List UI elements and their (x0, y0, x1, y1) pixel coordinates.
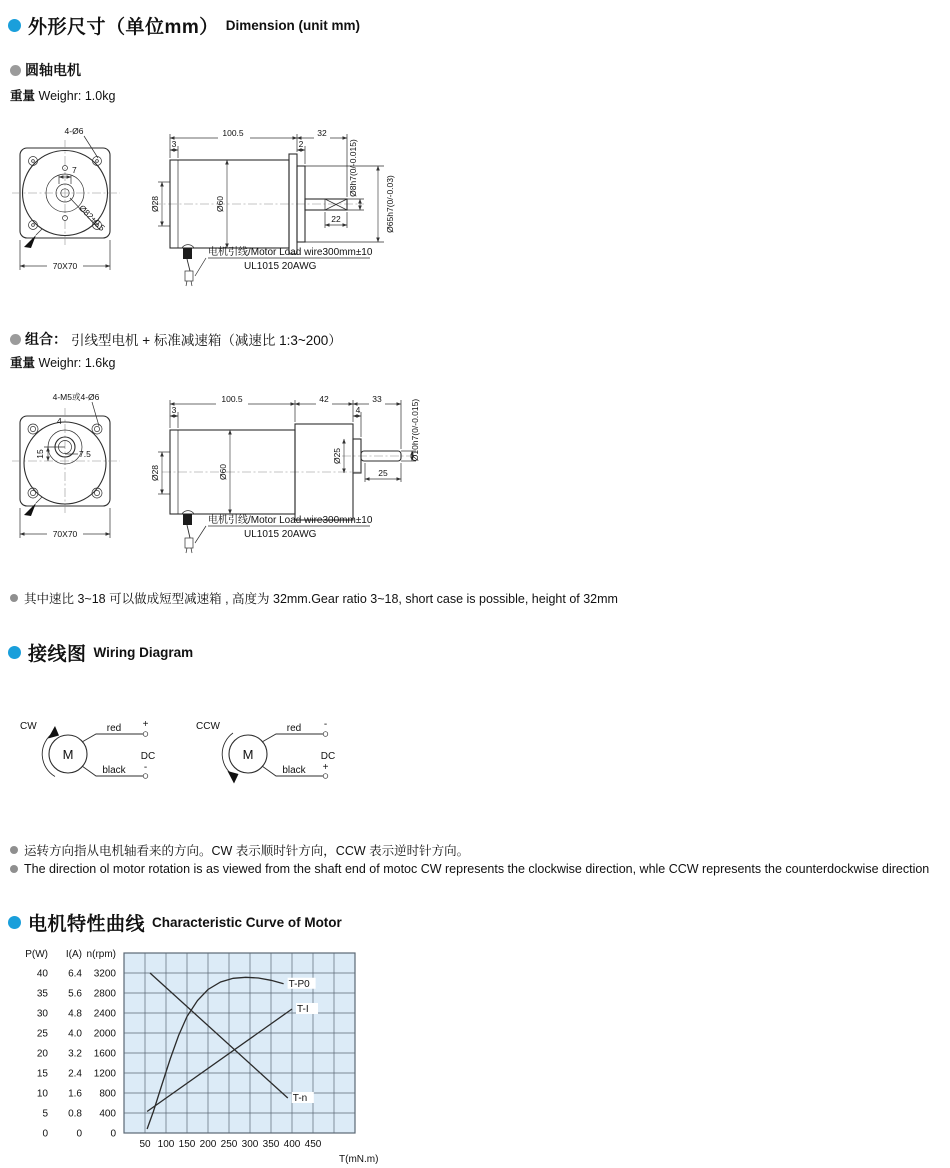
cw-dc-label: DC (140, 751, 156, 762)
y-tick-label: 800 (99, 1088, 116, 1100)
dim-rear-cap-2: 3 (171, 405, 177, 415)
dim-offset-v-2: 15 (35, 449, 45, 459)
curve-title-zh: 电机特性曲线 (28, 914, 146, 935)
wiring-cw (20, 719, 155, 778)
y-tick-label: 0 (110, 1128, 116, 1140)
x-axis-label: T(mN.m) (339, 1154, 379, 1165)
y-tick-label: 3200 (93, 968, 116, 980)
ccw-dc-label: DC (320, 751, 336, 762)
wiring-diagram (8, 698, 358, 798)
subsection-round-shaft-motor (10, 60, 81, 80)
series-label-T-n: T-n (292, 1093, 308, 1104)
y-tick-label: 40 (36, 968, 48, 980)
wire-label-line2-m2: UL1015 20AWG (244, 529, 317, 540)
dim-flat-length-1: 22 (331, 214, 341, 224)
dim-square-2: 70X70 (52, 529, 78, 539)
characteristic-curve-chart (8, 941, 400, 1168)
motor1-front-view (12, 126, 120, 271)
wire-label-line1-m1: 电机引线/Motor Load wire300mm±10 (208, 247, 373, 258)
section-header-wiring (8, 639, 193, 666)
x-tick-label: 350 (262, 1139, 280, 1150)
y-tick-label: 2800 (93, 988, 116, 1000)
dimension-title-zh: 外形尺寸（单位mm） (28, 17, 219, 38)
cw-motor-label: M (62, 747, 74, 762)
y-tick-label: 30 (36, 1008, 48, 1020)
motor2-side-view (150, 394, 420, 553)
dim-boss-step-2: 4 (57, 416, 62, 426)
wire-label-line1-m2: 电机引线/Motor Load wire300mm±10 (208, 515, 373, 526)
note-bullet-icon-2 (10, 846, 18, 854)
y-tick-label: 6.4 (68, 968, 82, 980)
x-tick-label: 450 (304, 1139, 322, 1150)
dim-shaft-dia-1: Ø8h7(0/-0.015) (348, 139, 358, 197)
dim-boss-len-2: 4 (355, 405, 361, 415)
y-tick-label: 4.8 (68, 1008, 82, 1020)
x-tick-label: 50 (139, 1139, 151, 1150)
dim-body-length-2: 100.5 (221, 394, 243, 404)
y-tick-label: 1200 (93, 1068, 116, 1080)
motor2-front-view (12, 392, 120, 539)
ccw-bottom-polarity: + (322, 762, 329, 773)
weight-line-motor1 (10, 86, 115, 104)
gear-ratio-note (10, 589, 618, 607)
y-tick-label: 20 (36, 1048, 48, 1060)
y-tick-label: 15 (36, 1068, 48, 1080)
y-tick-label: 0 (76, 1128, 82, 1140)
drawing-motor-gearbox (12, 390, 442, 560)
dim-shaft-usable-2: 25 (378, 468, 388, 478)
dim-gearbox-length-2: 42 (319, 394, 329, 404)
cw-black-wire-label: black (102, 765, 126, 776)
cw-red-wire-label: red (106, 723, 122, 734)
wire-label-line2-m1: UL1015 20AWG (244, 261, 317, 272)
section-header-curve (8, 909, 342, 936)
dim-shaft-step-1: 7 (72, 165, 77, 175)
ccw-label: CCW (196, 721, 220, 732)
dim-holes-2: 4-M5或4-Ø6 (52, 392, 100, 402)
x-tick-label: 150 (178, 1139, 196, 1150)
note-bullet-icon (10, 594, 18, 602)
y-tick-label: 2000 (93, 1028, 116, 1040)
y-tick-label: 4.0 (68, 1028, 82, 1040)
dim-square-1: 70X70 (52, 261, 78, 271)
dim-pilot-step-1: 2 (298, 139, 304, 149)
rotation-note-en (10, 862, 929, 876)
dim-offset-h-2: 7.5 (79, 449, 91, 459)
series-label-T-P0: T-P0 (288, 978, 310, 990)
gray-bullet-icon-2 (10, 334, 21, 345)
dim-body-length-1: 100.5 (222, 128, 244, 138)
view-arrow-icon (24, 235, 36, 248)
y-tick-label: 400 (99, 1108, 116, 1120)
weight-line-motor2 (10, 353, 115, 371)
y-tick-label: 5 (42, 1108, 48, 1120)
dimension-title-en: Dimension (unit mm) (225, 18, 361, 33)
cw-label: CW (20, 721, 37, 732)
drawing-round-shaft-motor (12, 124, 404, 294)
x-tick-label: 400 (283, 1139, 301, 1150)
rotation-note-en-text: The direction ol motor rotation is as viewed from the shaft end of motoc CW represents the clockwise direction, whle CCW represents the counterdockwise direction (24, 862, 930, 876)
dim-shaft-section-1: 32 (317, 128, 327, 138)
dim-body-dia-1: Ø60 (215, 195, 225, 213)
motor1-side-view (150, 128, 395, 286)
y-tick-label: 1.6 (68, 1088, 82, 1100)
cw-bottom-polarity: - (143, 762, 148, 773)
dim-pilot-dia-1: Ø65h7(0/-0.03) (385, 175, 395, 233)
dim-rear-boss-dia-2: Ø28 (150, 464, 160, 482)
weight-zh-1: 重量 (10, 89, 36, 103)
ccw-black-wire-label: black (282, 765, 306, 776)
dim-shaft-section-2: 33 (372, 394, 382, 404)
blue-bullet-icon-2 (8, 646, 21, 659)
x-tick-label: 300 (241, 1139, 259, 1150)
y-tick-label: 35 (36, 988, 48, 1000)
wiring-ccw (196, 719, 335, 784)
wiring-title-en: Wiring Diagram (93, 645, 194, 660)
y-tick-label: 2400 (93, 1008, 116, 1020)
note-bullet-icon-3 (10, 865, 18, 873)
blue-bullet-icon (8, 19, 21, 32)
gray-bullet-icon (10, 65, 21, 76)
ccw-red-wire-label: red (286, 723, 302, 734)
y-tick-label: 3.2 (68, 1048, 82, 1060)
subsection-combo (10, 329, 342, 349)
blue-bullet-icon-3 (8, 916, 21, 929)
ccw-rotation-arrow-icon (228, 771, 239, 784)
cw-top-polarity: + (142, 719, 149, 730)
y-tick-label: 25 (36, 1028, 48, 1040)
weight-en-1: Weighr: 1.0kg (38, 89, 116, 103)
y-tick-label: 2.4 (68, 1068, 82, 1080)
y-tick-label: 10 (36, 1088, 48, 1100)
dim-shaft-dia-2: Ø10h7(0/-0.015) (410, 398, 420, 462)
series-label-T-I: T-I (297, 1004, 309, 1015)
y-tick-label: 0.8 (68, 1108, 82, 1120)
dim-rear-cap-1: 3 (171, 139, 177, 149)
y-scale-header: P(W) (25, 949, 48, 960)
x-tick-label: 250 (220, 1139, 238, 1150)
curve-title-en: Characteristic Curve of Motor (152, 915, 342, 930)
dim-rear-boss-dia-1: Ø28 (150, 195, 160, 213)
dim-output-boss-dia-2: Ø25 (332, 447, 342, 465)
section-header-dimension (8, 12, 360, 39)
dim-holes-1: 4-Ø6 (64, 126, 84, 136)
y-tick-label: 5.6 (68, 988, 82, 1000)
round-shaft-label: 圆轴电机 (25, 62, 81, 78)
view-arrow-icon-2 (24, 503, 36, 516)
wiring-title-zh: 接线图 (28, 644, 87, 665)
combo-label-rest: 引线型电机 + 标准减速箱（减速比 1:3~200） (71, 333, 342, 348)
ccw-motor-label: M (242, 747, 254, 762)
weight-en-2: Weighr: 1.6kg (38, 356, 116, 370)
y-tick-label: 1600 (93, 1048, 116, 1060)
x-tick-label: 100 (157, 1139, 175, 1150)
y-tick-label: 0 (42, 1128, 48, 1140)
cw-rotation-arrow-icon (48, 726, 59, 739)
dim-body-dia-2: Ø60 (218, 463, 228, 481)
combo-label-bold: 组合： (25, 331, 67, 347)
y-scale-header: I(A) (65, 949, 82, 960)
ccw-top-polarity: - (323, 719, 328, 730)
y-scale-header: n(rpm) (86, 949, 116, 960)
x-tick-label: 200 (199, 1139, 217, 1150)
rotation-note-zh (10, 841, 469, 859)
dim-pitch-circle-1: Ø82±0.5 (77, 202, 108, 233)
rotation-note-zh-text: 运转方向指从电机轴看来的方向。CW 表示顺时针方向，CCW 表示逆时针方向。 (24, 844, 470, 858)
gear-ratio-note-text: 其中速比 3~18 可以做成短型减速箱 , 高度为 32mm.Gear ratio 3~18, short case is possible, height of 32mm (24, 592, 618, 606)
weight-zh-2: 重量 (10, 356, 36, 370)
